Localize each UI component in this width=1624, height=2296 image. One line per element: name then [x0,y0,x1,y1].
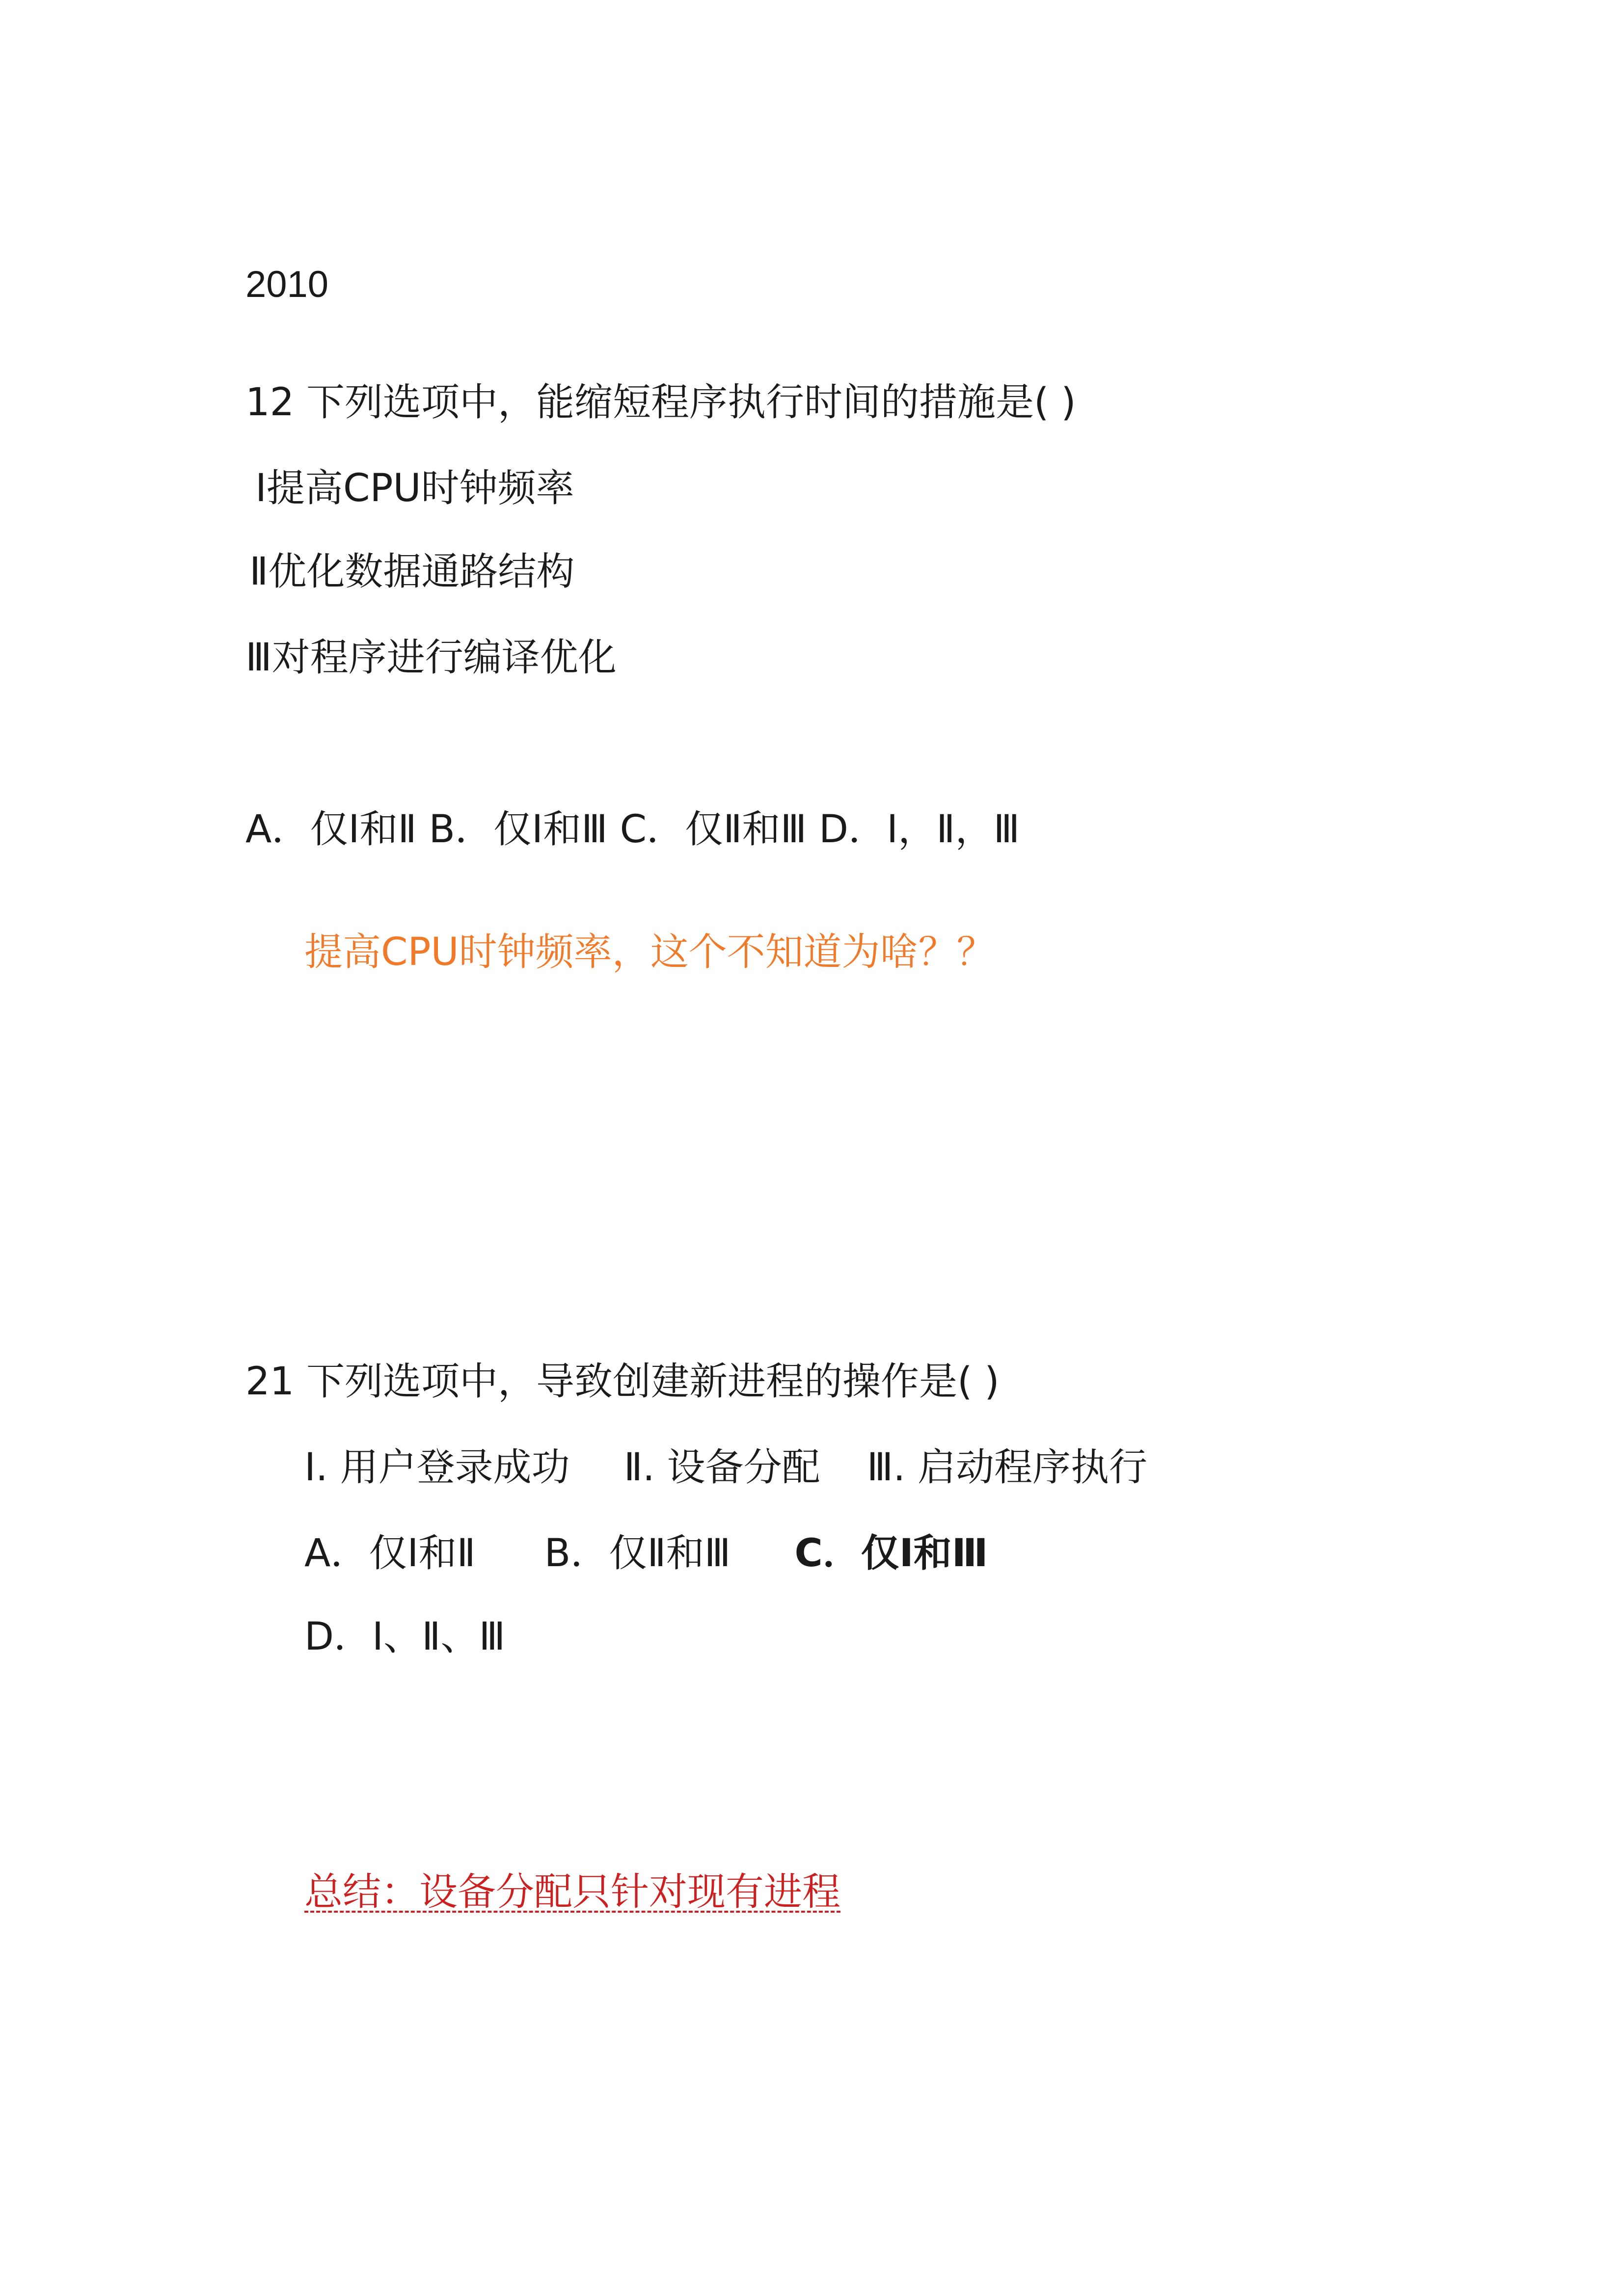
question-21-items [304,1443,1147,1492]
question-21-summary: 总结：设备分配只针对现有进程 [304,1870,841,1914]
question-21-item-1: I. 用户登录成功 [304,1445,570,1490]
question-21-answer-options [304,1529,988,1578]
question-12-note: 提高CPU时钟频率，这个不知道为啥？？ [304,930,995,974]
year-heading: 2010 [245,264,329,305]
question-12-statement-1: Ⅰ提高CPU时钟频率 [255,466,574,510]
question-12-statement-2: Ⅱ优化数据通路结构 [249,550,575,594]
question-12-statement-3: Ⅲ对程序进行编译优化 [245,636,617,680]
question-21-item-3: Ⅲ. 启动程序执行 [866,1445,1147,1490]
question-12-answer-options: A．仅Ⅰ和Ⅱ B．仅Ⅰ和Ⅲ C．仅Ⅱ和Ⅲ D．Ⅰ，Ⅱ，Ⅲ [245,807,1020,852]
question-21-answer-c: C．仅Ⅰ和Ⅲ [794,1531,988,1575]
question-21-answer-a: A．仅Ⅰ和Ⅱ [304,1531,476,1575]
question-21-answer-d: D．Ⅰ、Ⅱ、Ⅲ [304,1615,506,1659]
question-12-title: 12 下列选项中，能缩短程序执行时间的措施是( ) [245,380,1076,425]
question-21-title: 21 下列选项中，导致创建新进程的操作是( ) [245,1360,1000,1404]
question-21-item-2: Ⅱ. 设备分配 [623,1445,820,1490]
question-21-answer-b: B．仅Ⅱ和Ⅲ [544,1531,731,1575]
